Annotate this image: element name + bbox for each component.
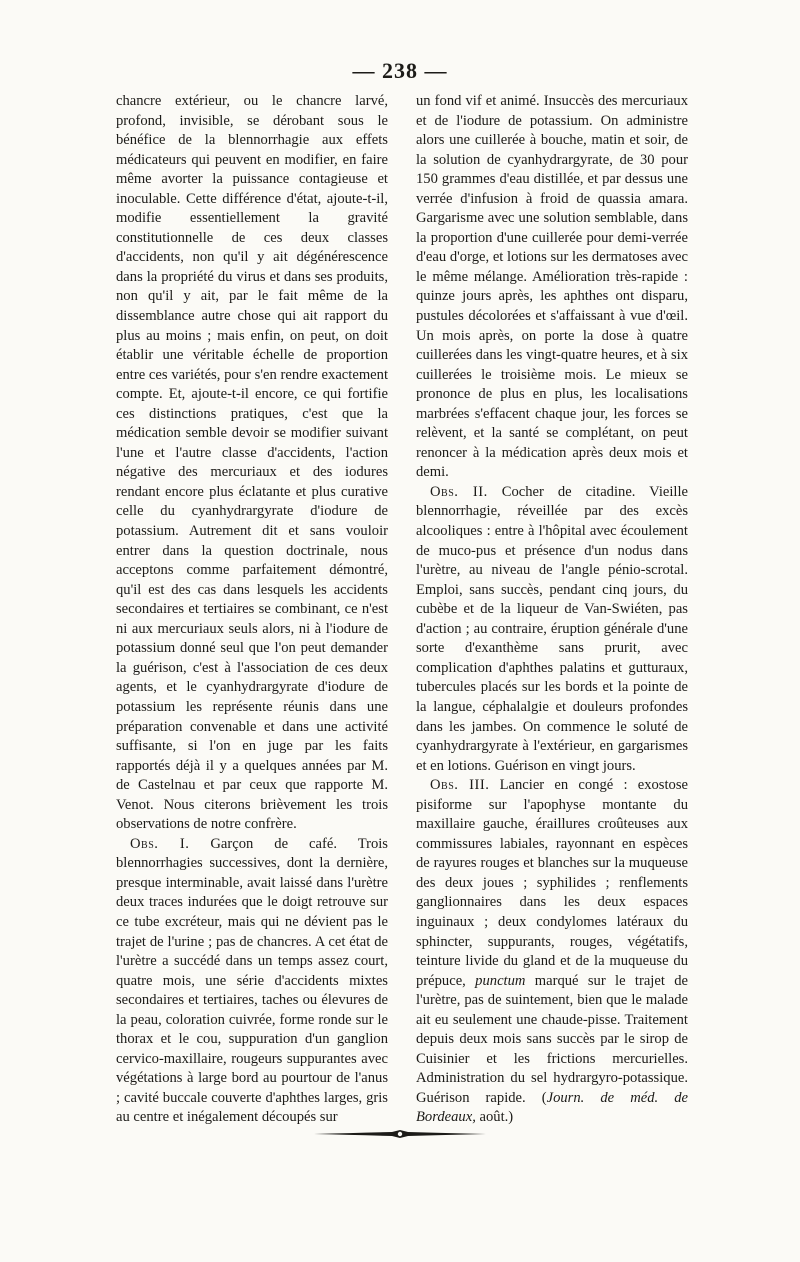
right-column xyxy=(416,92,688,1128)
observation-1 xyxy=(116,835,388,1128)
page-number: — 238 — xyxy=(352,58,448,83)
observation-3 xyxy=(416,776,688,1128)
observation-text: août.) xyxy=(475,1109,514,1126)
observation-label: Obs. II. xyxy=(430,483,488,500)
observation-text: marqué sur le trajet de l'urètre, pas de suintement, bien que le malade ait eu seulement une chaude-pisse. Traitement depuis deux mois sans succès par le sirop de Cuisinier et les frictions mercurielles. Administration du sel hydrargyro-potassique. Guérison rapide. ( xyxy=(416,972,688,1106)
observation-label: Obs. I. xyxy=(130,835,190,852)
journal-citation: Journ. de méd. de Bordeaux, xyxy=(416,1089,688,1126)
italic-term: punctum xyxy=(475,972,526,989)
ornamental-divider xyxy=(312,1129,488,1139)
observation-text: Garçon de café. Trois blennorrhagies successives, dont la dernière, presque interminable, avait laissé dans l'urètre deux traces indurées que le doigt retrouve sur ce tube excréteur, mais qui ne dévient pas le trajet de l'urine ; pas de chancres. A cet état de l'urètre a succédé dans un temps assez court, quatre mois, une série d'accidents mixtes secondaires et tertiaires, taches ou élevures de la peau, coloration cuivrée, forme ronde sur le thorax et le cou, suppuration d'un ganglion cervico-maxillaire, rougeurs suppurantes avec végétations à large bord au pourtour de l'anus ; cavité buccale couverte d'aphthes larges, gris au centre et inégalement découpés sur xyxy=(116,835,388,1126)
left-column xyxy=(116,92,388,1128)
paragraph: un fond vif et animé. Insuccès des mercuriaux et de l'iodure de potassium. On administre alors une cuillerée à bouche, matin et soir, de la solution de cyanhydrargyrate, de 30 pour 150 grammes d'eau distillée, et par dessus une verrée d'infusion à froid de quassia amara. Gargarisme avec une solution semblable, dans la proportion d'une cuillerée pour demi-verrée d'eau d'orge, et lotions sur les dermatoses avec le même mélange. Amélioration très-rapide : quinze jours après, les aphthes ont disparu, pustules décolorées et s'affaissant à vue d'œil. Un mois après, on porte la dose à quatre cuillerées dans les vingt-quatre heures, et à six cuillerées le troisième mois. Le mieux se prononce de plus en plus, les localisations marbrées s'effacent chaque jour, les forces se relèvent, et la santé se complétant, on peut renoncer à la médication après deux mois et demi. xyxy=(416,93,688,481)
observation-text: Cocher de citadine. Vieille blennorrhagie, réveillée par des excès alcooliques : entre à l'hôpital avec écoulement de muco-pus et présence d'un nodus dans l'urètre, au niveau de l'angle pénio-scrotal. Emploi, sans succès, pendant cinq jours, du cubèbe et de la liqueur de Van-Swiéten, pas d'action ; au contraire, éruption générale d'une sorte d'exanthème sans prurit, avec complication d'aphthes palatins et gutturaux, tubercules placés sur les bords et la pointe de la langue, céphalalgie et douleurs profondes dans les jambes. On commence le soluté de cyanhydrargyrate à l'extérieur, en gargarismes et en lotions. Guérison en vingt jours. xyxy=(416,483,688,774)
observation-2 xyxy=(416,483,688,776)
paragraph: chancre extérieur, ou le chancre larvé, profond, invisible, se dérobant sous le bénéfice de la blennorrhagie aux effets médicateurs qui peuvent en modifier, en faire même avorter la puissance contagieuse et inoculable. Cette différence d'état, ajoute-t-il, modifie essentiellement la gravité constitutionnelle de ces deux classes d'accidents, non qu'il y ait dégénérescence dans la propriété du virus et dans ses produits, non qu'il y ait, par le fait même de la dissemblance autre chose qui ait rapport du plus au moins ; mais enfin, on peut, on doit établir une véritable échelle de proportion entre ces variétés, pour s'en rendre exactement compte. Et, ajoute-t-il encore, ce qui fortifie ces distinctions pratiques, c'est que la médication semble devoir se modifier suivant l'une et l'autre classe d'accidents, l'action négative des mercuriaux et des iodures rendant encore plus éclatante et plus curative celle du cyanhydrargyrate d'iodure de potassium. Autrement dit et sans vouloir entrer dans la question doctrinale, nous acceptons comme parfaitement démontré, qu'il est des cas dans lesquels les accidents secondaires et tertiaires se combinant, ce n'est ni aux mercuriaux seuls alors, ni à l'iodure de potassium donné seul que l'on peut demander la guérison, c'est à l'association de ces deux agents, et le cyanhydrargyrate d'iodure de potassium les représente réunis dans une préparation convenable et dans une activité suffisante, si l'on en juge par les faits rapportés déjà il y a quelques années par M. de Castelnau et par ceux que rapporte M. Venot. Nous citerons brièvement les trois observations de notre confrère. xyxy=(116,93,388,833)
observation-text: Lancier en congé : exostose pisiforme sur l'apophyse montante du maxillaire gauche, éraillures croûteuses aux commissures labiales, rayonnant en espèces de rayures rouges et blanches sur la muqueuse des deux joues ; syphilides ; renflements ganglionnaires dans les deux espaces inguinaux ; deux condylomes latéraux du sphincter, suppurants, rouges, végétatifs, teinture livide du gland et de la muqueuse du prépuce, xyxy=(416,777,688,989)
observation-label: Obs. III. xyxy=(430,777,490,794)
